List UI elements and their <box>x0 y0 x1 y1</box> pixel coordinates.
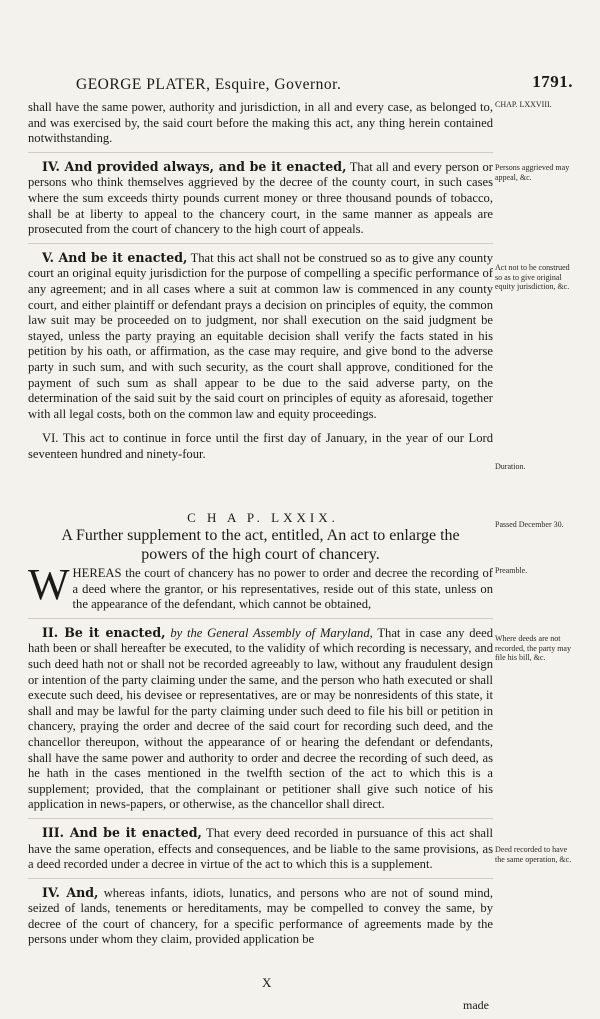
section-ii-italic: by the General Assembly of Maryland, <box>165 625 373 640</box>
divider <box>28 243 493 244</box>
margin-note-duration: Duration. <box>495 462 526 471</box>
divider <box>28 618 493 619</box>
divider <box>28 818 493 819</box>
section-iv-79 <box>28 885 493 948</box>
chapter-title <box>28 526 493 564</box>
section-iii-lead: III. And be it enacted, <box>42 824 202 840</box>
chap79-body <box>28 560 494 957</box>
section-iv-lead: IV. And provided always, and be it enacted, <box>42 158 347 174</box>
preamble <box>28 560 493 613</box>
section-ii <box>28 625 493 813</box>
divider <box>28 152 493 153</box>
margin-chap-ref: CHAP. LXXVIII. <box>495 100 552 109</box>
signature-mark: X <box>262 975 272 990</box>
section-iv-79-lead: IV. And, <box>42 884 99 900</box>
section-iii <box>28 825 493 873</box>
chap78-continuation: shall have the same power, authority and jurisdiction, in all and every case, as belonged to, and was exercised by, the said court before the making this act, any thing herein contained notwithstanding. <box>28 100 493 146</box>
margin-note-appeal: Persons aggrieved may appeal, &c. <box>495 163 570 182</box>
divider <box>28 878 493 879</box>
section-vi: VI. This act to continue in force until the first day of January, in the year of our Lord seventeen hundred and ninety-four. <box>28 431 493 461</box>
margin-note-preamble: Preamble. <box>495 566 528 575</box>
drop-cap: W <box>28 560 70 609</box>
section-ii-text: That in case any deed hath been or shall hereafter be executed, to the validity of which recording is necessary, and such deed hath not or shall not be recorded agreeably to law, without any fraudulent design or intention of the party claiming under the same, and the person who hath executed or shall execute such deed, his devisee or representatives, are or may be nonresidents of this state, it shall and may be lawful for the party claiming under such deed to file his bill or petition in chancery, praying the order and decree of the said court for recording such deed, and the chancellor thereupon, without the appearance of or hearing the defendant or defendants, shall have the same power and authority to order and decree the recording of such deed, as he hath in the cases mentioned in the twelfth section of the act to which this is a supplement; provided, that the complainant or petitioner shall give such notice of his application in news-papers, or otherwise, as the chancellor shall direct. <box>28 625 493 812</box>
chapter-title-line2: powers of the high court of chancery. <box>141 546 380 563</box>
section-v-lead: V. And be it enacted, <box>42 249 188 265</box>
section-ii-lead: II. Be it enacted, <box>42 624 166 640</box>
section-v-text: That this act shall not be construed so as to give any county court an original equity jurisdiction for the purpose of compelling a specific performance of any agreement; and in all cases where a suit at common law is commenced in any county court, and either plaintiff or defendant prays a decision on principles of equity, the common law suit may be proceeded on to judgment, nor shall execution on the said judgment be stayed, unless the party praying an equitable decision shall verify the facts stated in his petition by his oath, or affirmation, as the case may require, and give bond to the adverse party in such sum, and with such security, as the court shall approve, conditioned for the payment of such sum as shall appear to be due to the said adverse party, on the determination of the said suit by the said court on principles of equity as aforesaid, together with all legal costs, both on the common law and equity proceedings. <box>28 250 493 421</box>
catchword: made <box>463 998 489 1012</box>
section-v <box>28 250 493 423</box>
section-iv-text: That all and every person or persons who think themselves aggrieved by the decree of the county court, in such cases where the sum exceeds thirty pounds current money or three thousand pounds of tobacco, shall be at liberty to appeal to the chancery court, in the same manner as appeals are prosecuted from the court of chancery to the high court of appeals. <box>28 159 494 237</box>
section-iv <box>28 159 493 238</box>
chapter-title-line1: A Further supplement to the act, entitled, An act to enlarge the <box>61 527 460 544</box>
margin-note-deeds: Where deeds are not recorded, the party may file his bill, &c. <box>495 634 571 662</box>
margin-note-deed-recorded: Deed recorded to have the same operation, &c. <box>495 845 572 864</box>
chap78-body <box>28 100 493 471</box>
running-head: GEORGE PLATER, Esquire, Governor. <box>76 76 342 93</box>
section-iv-79-text: whereas infants, idiots, lunatics, and persons who are not of sound mind, seized of lands, tenements or hereditaments, may be compelled to convey the same, by decree of the court of chancery, for a specific performance of agreements made by the persons under whom they claim, provided application be <box>28 885 493 947</box>
page-year: 1791. <box>532 72 573 91</box>
section-iii-text: That every deed recorded in pursuance of this act shall have the same operation, effects and consequences, and be liable to the same provisions, as a deed recorded under a decree in virtue of the act to which this is a supplement. <box>28 825 494 872</box>
chapter-heading: C H A P. LXXIX. <box>187 510 339 525</box>
margin-note-jurisdiction: Act not to be construed so as to give original equity jurisdiction, &c. <box>495 263 570 291</box>
margin-note-passed: Passed December 30. <box>495 520 564 529</box>
preamble-text: HEREAS the court of chancery has no power to order and decree the recording of a deed where the grantor, or his representatives, reside out of this state, unless on the appearance of the defendant, which cannot be obtained, <box>72 566 493 612</box>
